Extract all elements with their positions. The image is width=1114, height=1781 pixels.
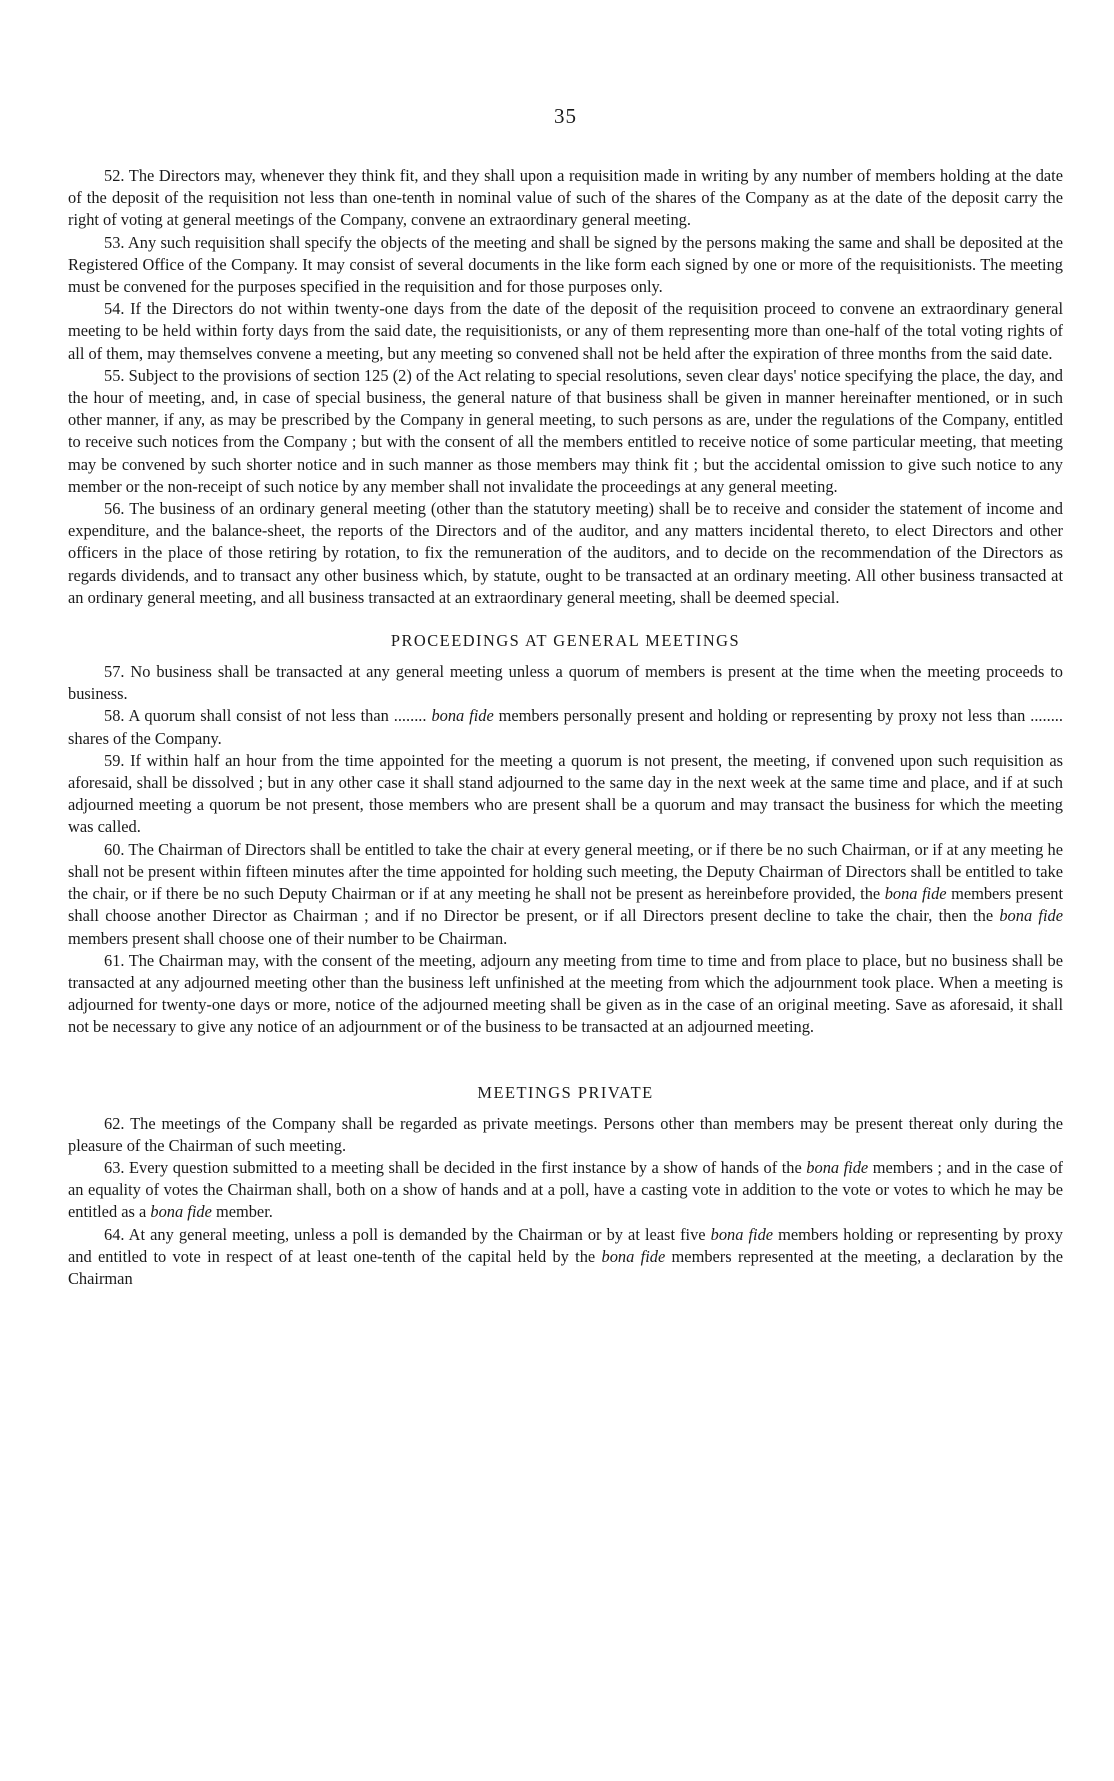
clause-group-private [68,1113,1063,1291]
clause-number: 59. [104,750,125,770]
clause-59 [68,750,1063,839]
clause-number: 63. [104,1157,125,1177]
clause-text: members personally present and holding or representing by proxy not less than ........ shares of the Company. [68,706,1064,748]
clause-text: A quorum shall consist of not less than ........ [124,706,432,726]
italic-term: bona fide [601,1246,666,1266]
clause-number: 53. [104,232,125,252]
clause-58 [68,705,1063,749]
clause-63 [68,1157,1063,1224]
clause-number: 61. [104,950,125,970]
clause-61 [68,950,1063,1039]
clause-text: The Directors may, whenever they think fit, and they shall upon a requisition made in writing by any number of members holding at the date of the deposit of the requisition not less than one-tenth in nominal value of such of the shares of the Company as at the date of the deposit carry the right of voting at general meetings of the Company, convene an extraordinary general meeting. [68,166,1063,230]
clause-56 [68,498,1063,609]
italic-term: bona fide [884,884,947,904]
clause-text: members represented at the meeting, a declaration by the Chairman [68,1246,1063,1288]
clause-number: 62. [104,1113,125,1133]
clause-62 [68,1113,1063,1157]
clause-text: No business shall be transacted at any general meeting unless a quorum of members is present at the time when the meeting proceeds to business. [68,662,1063,704]
clause-text: If the Directors do not within twenty-one days from the date of the deposit of the requisition proceed to convene an extraordinary general meeting to be held within forty days from the said date, the requisitionists, or any of them representing more than one-half of the total voting rights of all of them, may themselves convene a meeting, but any meeting so convened shall not be held after the expiration of three months from the said date. [68,299,1063,363]
page-number: 35 [554,104,577,128]
clause-number: 60. [104,839,125,859]
clause-text: If within half an hour from the time appointed for the meeting a quorum is not present, the meeting, if convened upon such requisition as aforesaid, shall be dissolved ; but in any other case it shall stand adjourned to the same day in the next week at the same time and place, and if at such adjourned meeting a quorum be not present, those members who are present shall be a quorum and may transact the business for which the meeting was called. [68,750,1063,837]
clause-text: members present shall choose one of their number to be Chairman. [68,928,508,948]
clause-55 [68,365,1063,498]
heading-proceedings-at-general-meetings: PROCEEDINGS AT GENERAL MEETINGS [390,631,741,651]
clause-54 [68,298,1063,365]
heading-meetings-private: MEETINGS PRIVATE [477,1082,654,1102]
clause-text: members holding or representing by proxy and entitled to vote in respect of at least one-tenth of the capital held by the [68,1224,1063,1266]
clause-60 [68,839,1063,950]
clause-number: 55. [104,365,125,385]
clause-number: 58. [104,706,125,726]
clause-57 [68,661,1063,705]
clause-text: members present shall choose another Director as Chairman ; and if no Director be present, or if all Directors present decline to take the chair, then the [68,884,1063,926]
clause-text: The business of an ordinary general meeting (other than the statutory meeting) shall be to receive and consider the statement of income and expenditure, and the balance-sheet, the reports of the Directors and of the auditor, and any matters incidental thereto, to elect Directors and other officers in the place of those retiring by rotation, to fix the remuneration of the auditors, and to decide on the recommendation of the Directors as regards dividends, and to transact any other business which, by statute, ought to be transacted at an ordinary meeting. All other business transacted at an ordinary general meeting, and all business transacted at an extraordinary general meeting, shall be deemed special. [68,499,1063,607]
clause-text: The Chairman may, with the consent of the meeting, adjourn any meeting from time to time and from place to place, but no business shall be transacted at any adjourned meeting other than the business left unfinished at the meeting from which the adjournment took place. When a meeting is adjourned for twenty-one days or more, notice of the adjourned meeting shall be given as in the case of an original meeting. Save as aforesaid, it shall not be necessary to give any notice of an adjournment or of the business to be transacted at an adjourned meeting. [68,950,1063,1037]
clause-text: The meetings of the Company shall be regarded as private meetings. Persons other than members may be present thereat only during the pleasure of the Chairman of such meeting. [68,1113,1063,1155]
clause-text: At any general meeting, unless a poll is demanded by the Chairman or by at least five [124,1224,711,1244]
italic-term: bona fide [431,706,494,726]
clause-number: 56. [104,499,125,519]
document-page [68,104,1063,1290]
clause-group-proceedings [68,661,1063,1038]
italic-term: bona fide [999,906,1063,926]
clause-number: 57. [104,662,125,682]
italic-term: bona fide [710,1224,774,1244]
clause-group-requisition [68,165,1063,609]
italic-term: bona fide [806,1157,869,1177]
clause-text: member. [211,1202,273,1222]
italic-term: bona fide [150,1202,212,1222]
clause-text: The Chairman of Directors shall be entitled to take the chair at every general meeting, or if there be no such Chairman, or if at any meeting he shall not be present within fifteen minutes after the time appointed for holding such meeting, the Deputy Chairman of Directors shall be entitled to take the chair, or if there be no such Deputy Chairman or if at any meeting he shall not be present as hereinbefore provided, the [68,839,1063,904]
clause-52 [68,165,1063,232]
clause-number: 54. [104,299,125,319]
clause-number: 52. [104,166,125,185]
clause-text: Any such requisition shall specify the objects of the meeting and shall be signed by the persons making the same and shall be deposited at the Registered Office of the Company. It may consist of several documents in the like form each signed by one or more of the requisitionists. The meeting must be convened for the purposes specified in the requisition and for those purposes only. [68,232,1063,297]
clause-text: members ; and in the case of an equality of votes the Chairman shall, both on a show of hands and at a poll, have a casting vote in addition to the vote or votes to which he may be entitled as a [68,1157,1063,1222]
clause-64 [68,1224,1063,1291]
clause-text: Subject to the provisions of section 125 (2) of the Act relating to special resolutions, seven clear days' notice specifying the place, the day, and the hour of meeting, and, in case of special business, the general nature of that business shall be given in manner hereinafter mentioned, or in such other manner, if any, as may be prescribed by the Company in general meeting, to such persons as are, under the regulations of the Company, entitled to receive such notices from the Company ; but with the consent of all the members entitled to receive notice of some particular meeting, that meeting may be convened by such shorter notice and in such manner as those members may think fit ; but the accidental omission to give such notice to any member or the non-receipt of such notice by any member shall not invalidate the proceedings at any general meeting. [68,365,1063,496]
clause-number: 64. [104,1224,125,1244]
clause-text: Every question submitted to a meeting shall be decided in the first instance by a show of hands of the [124,1157,807,1177]
clause-53 [68,232,1063,299]
